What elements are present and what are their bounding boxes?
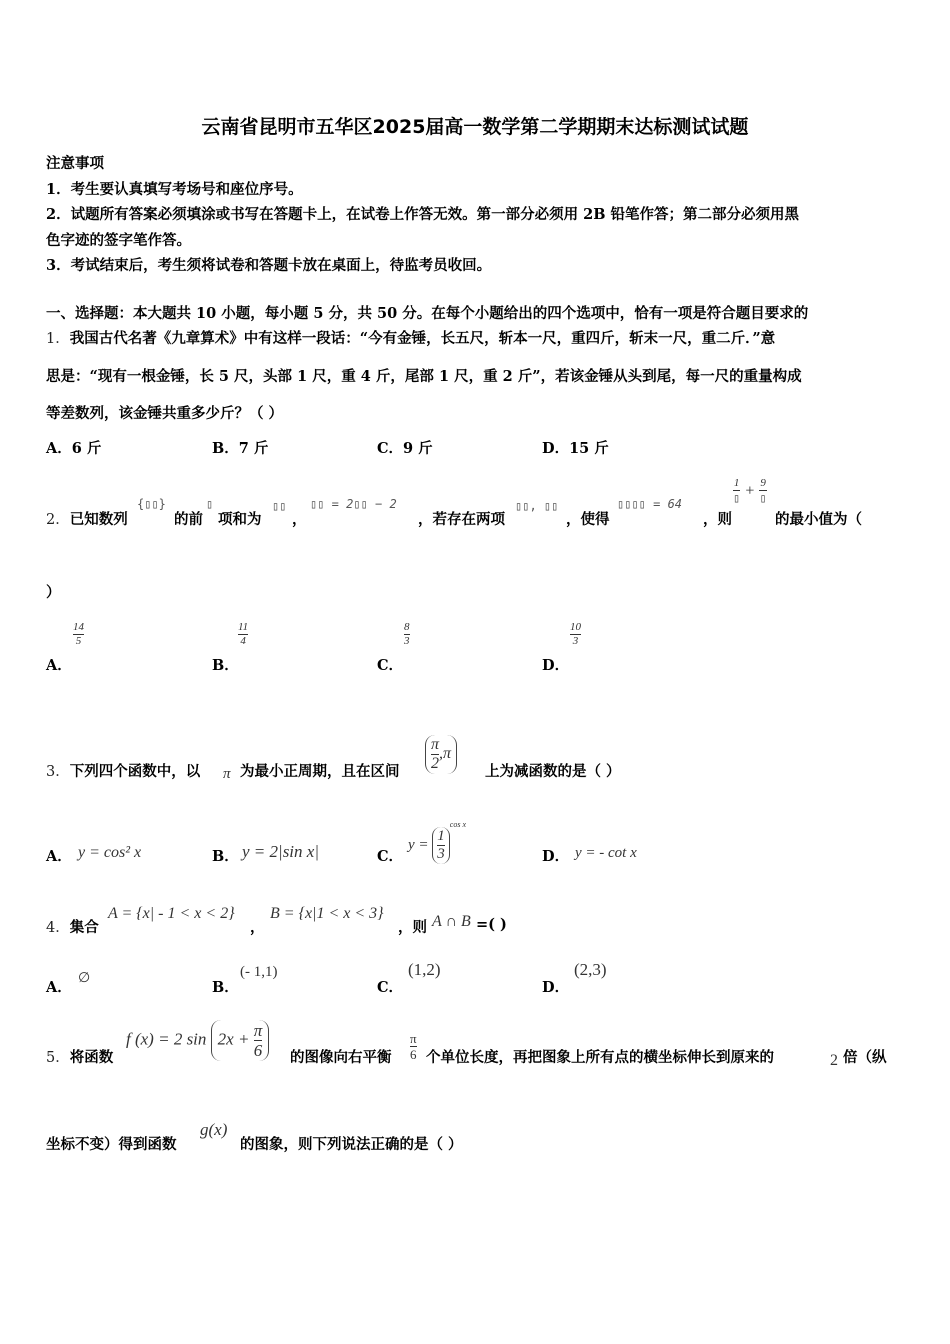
set-b: B = {x|1 < x < 3} — [270, 905, 384, 922]
option-math: ∅ — [78, 971, 91, 986]
math-expression: ▯▯ = 2▯▯ − 2 — [310, 497, 397, 511]
question-text: 我国古代名著《九章算术》中有这样一段话：“今有金锤，长五尺，斩本一尺，重四斤，斩末一尺，重二斤．”意 — [69, 330, 776, 347]
stretch-factor: 2 — [830, 1052, 838, 1069]
math-expression: ▯▯, ▯▯ — [515, 499, 559, 513]
option-label: C． — [377, 979, 404, 996]
option-text: 7 斤 — [238, 440, 269, 457]
option-d — [542, 845, 569, 866]
page-title: 云南省昆明市五华区2025届高一数学第二学期期末达标测试试题 — [201, 116, 749, 138]
interval-paren — [425, 735, 457, 774]
denominator: 3 — [437, 846, 445, 863]
question-text: 个单位长度，再把图象上所有点的横坐标伸长到原来的 — [426, 1049, 774, 1066]
math-expression: ▯ — [206, 497, 214, 511]
question-3 — [46, 760, 200, 781]
option-label: D． — [542, 440, 570, 457]
option-label: A． — [46, 440, 72, 457]
denominator: 3 — [404, 635, 410, 647]
function-prefix: f (x) = 2 sin — [126, 1029, 207, 1049]
option-label: A． — [46, 657, 72, 674]
question-text: ，使得 — [566, 511, 610, 528]
option-math: y = 2|sin x| — [242, 842, 319, 861]
question-text: 已知数列 — [69, 511, 128, 528]
fraction — [254, 1022, 263, 1059]
option-b — [212, 845, 239, 866]
interval-expression — [425, 735, 457, 774]
denominator: 2 — [431, 755, 439, 772]
question-number: 3． — [46, 764, 70, 780]
math-pi: π — [223, 766, 231, 782]
option-label: A． — [46, 979, 72, 996]
option-label: C． — [377, 440, 404, 457]
option-text: 9 斤 — [403, 440, 433, 457]
paren — [432, 827, 450, 864]
option-c — [377, 976, 403, 997]
question-text: 等差数列，该金锤共重多少斤？（ ） — [46, 405, 284, 422]
option-a — [46, 654, 72, 675]
shift-fraction — [410, 1032, 417, 1061]
math-expression: ▯▯▯▯ = 64 — [617, 497, 683, 511]
option-label: C． — [377, 848, 404, 865]
option-label: B． — [212, 440, 239, 457]
question-1 — [46, 327, 775, 348]
notice-item: 1．考生要认真填写考场号和座位序号。 — [46, 181, 303, 198]
section-heading: 一、选择题：本大题共 10 小题，每小题 5 分，共 50 分。在每个小题给出的四个选项中，恰有一项是符合题目要求的 — [46, 305, 809, 322]
question-text: 将函数 — [69, 1049, 114, 1066]
question-4 — [46, 916, 99, 937]
fraction — [437, 829, 445, 862]
notice-item: 色字迹的签字笔作答。 — [46, 232, 191, 249]
question-text: 上为减函数的是（ ） — [485, 763, 621, 780]
function-inner: 2x + — [217, 1029, 250, 1049]
question-text: 下列四个函数中，以 — [69, 763, 201, 780]
numerator: π — [253, 1021, 263, 1040]
question-text: 项和为 — [218, 511, 262, 528]
option-d — [542, 437, 609, 458]
option-d — [542, 976, 569, 997]
option-label: D． — [542, 979, 570, 996]
option-label: D． — [542, 657, 570, 674]
exponent: cos x — [449, 820, 466, 829]
question-text: 的图像向右平衡 — [290, 1049, 392, 1066]
option-label: D． — [542, 848, 570, 865]
numerator: 1 — [733, 477, 740, 489]
denominator: 4 — [240, 635, 246, 647]
intersection: A ∩ B — [432, 913, 471, 930]
option-a — [46, 976, 72, 997]
option-text: 6 斤 — [71, 440, 102, 457]
option-math: (1,2) — [408, 960, 441, 979]
option-label: A． — [46, 848, 72, 865]
question-text: =( ) — [476, 916, 507, 933]
paren — [211, 1020, 270, 1061]
notice-item: 2．试题所有答案必须填涂或书写在答题卡上，在试卷上作答无效。第一部分必须用 2B 铅笔作答；第二部分必须用黑 — [46, 206, 800, 223]
numerator: π — [410, 1031, 417, 1046]
option-fraction — [73, 622, 84, 647]
option-a — [46, 437, 101, 458]
option-b — [212, 976, 239, 997]
question-text: ，则 — [398, 919, 427, 936]
question-text: ） — [46, 584, 61, 601]
denominator: ▯ — [733, 491, 741, 505]
option-math — [408, 820, 466, 864]
option-fraction — [238, 622, 248, 647]
math-expression: {▯▯} — [137, 497, 166, 511]
option-text: 15 斤 — [569, 440, 609, 457]
interval-rest: ,π — [439, 745, 452, 763]
question-number: 2． — [46, 512, 70, 528]
fraction — [733, 478, 740, 504]
option-label: B． — [212, 848, 239, 865]
option-math: (- 1,1) — [240, 964, 278, 980]
function-expression — [126, 1020, 269, 1061]
option-math: y = cos² x — [78, 844, 142, 861]
fraction — [431, 737, 439, 772]
option-label: C． — [377, 657, 404, 674]
numerator: 10 — [570, 621, 581, 633]
option-math: y = - cot x — [575, 845, 637, 861]
question-text: ， — [250, 919, 265, 936]
fraction — [759, 478, 766, 504]
question-text: ，若存在两项 — [418, 511, 505, 528]
question-text: 集合 — [69, 919, 99, 936]
denominator: 6 — [253, 1041, 263, 1060]
question-text: 思是：“现有一根金锤，长 5 尺，头部 1 尺，重 4 斤，尾部 1 尺，重 2 斤”，若该金锤从头到尾，每一尺的重量构成 — [46, 368, 802, 385]
numerator: 11 — [238, 621, 249, 633]
notice-heading: 注意事项 — [46, 155, 104, 172]
option-c — [377, 845, 403, 866]
question-text: 的最小值为（ — [775, 511, 862, 528]
question-text: 坐标不变）得到函数 — [46, 1136, 177, 1153]
denominator: ▯ — [759, 491, 767, 505]
question-5 — [46, 1046, 113, 1067]
question-number: 1． — [46, 331, 70, 347]
set-a: A = {x| - 1 < x < 2} — [108, 905, 235, 922]
option-b — [212, 654, 239, 675]
math-prefix: y = — [408, 837, 429, 853]
option-c — [377, 654, 403, 675]
question-2-num — [46, 508, 128, 529]
option-fraction — [570, 622, 581, 647]
option-fraction — [404, 622, 410, 647]
question-text: 的前 — [174, 511, 203, 528]
numerator: 8 — [404, 621, 410, 633]
option-b — [212, 437, 268, 458]
numerator: 14 — [73, 621, 84, 633]
option-label: B． — [212, 979, 239, 996]
denominator: 6 — [410, 1047, 417, 1062]
option-d — [542, 654, 569, 675]
question-text: 倍（纵 — [843, 1049, 887, 1066]
option-label: B． — [212, 657, 239, 674]
function-g: g(x) — [200, 1120, 228, 1139]
fraction-expression — [733, 478, 767, 504]
question-text: 为最小正周期，且在区间 — [240, 763, 400, 780]
notice-item: 3．考试结束后，考生须将试卷和答题卡放在桌面上，待监考员收回。 — [46, 257, 492, 274]
math-expression: ▯▯ — [272, 499, 287, 513]
option-a — [46, 845, 72, 866]
numerator: π — [431, 736, 440, 753]
plus-sign: + — [745, 482, 755, 500]
question-text: ， — [292, 511, 307, 528]
question-text: 的图象，则下列说法正确的是（ ） — [240, 1136, 463, 1153]
denominator: 5 — [75, 635, 82, 647]
question-number: 4． — [46, 920, 70, 936]
option-math: (2,3) — [574, 960, 607, 979]
numerator: 1 — [437, 828, 445, 845]
question-number: 5． — [46, 1050, 70, 1066]
denominator: 3 — [572, 635, 579, 647]
numerator: 9 — [760, 477, 766, 489]
question-text: ，则 — [703, 511, 732, 528]
option-c — [377, 437, 433, 458]
